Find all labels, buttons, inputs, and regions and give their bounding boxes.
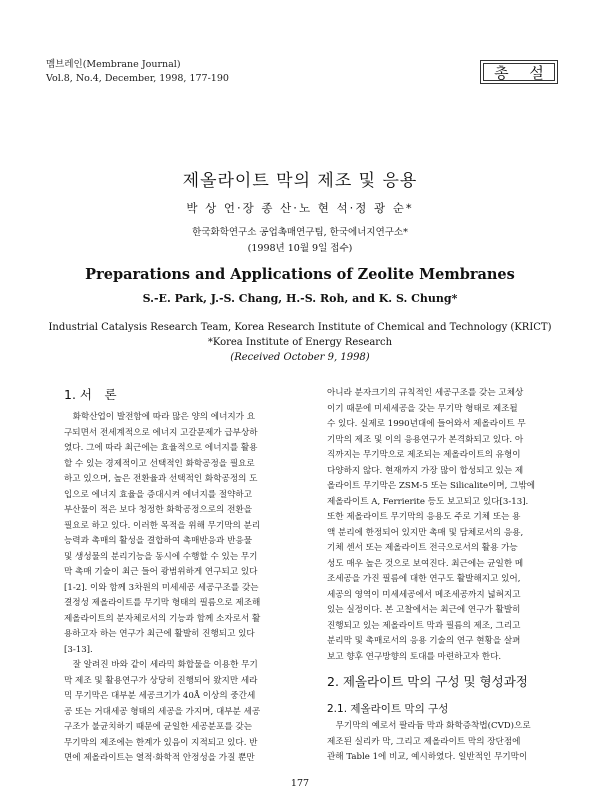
body-line: 화학산업이 발전함에 따라 많은 양의 에너지가 요 [64,412,256,422]
body-line: 제조된 실리카 막, 그리고 제올라이트 막의 장단점에 [327,736,521,747]
body-line: 결정성 제올라이트를 무기막 형태의 필름으로 제조해 [64,598,261,608]
body-line: 공 또는 거대세공 형태의 세공을 가지며, 대부분 세공 [64,706,261,717]
body-line: [1-2]. 이와 함께 3차원의 미세세공 세공구조를 갖는 [64,582,259,593]
body-line: 구조가 불균치하기 때문에 균일한 세공분포를 갖는 [64,722,252,732]
body-line: 능력과 촉매의 활성을 결합하여 촉매반응과 반응물 [64,536,252,546]
body-line: 또한 제올라이트 무기막의 응용도 주로 기체 또는 용 [327,512,521,522]
body-line: 면에 제올라이트는 열적·화학적 안정성을 가질 뿐만 [64,753,255,763]
body-line: 액 분리에 한정되어 있지만 촉매 및 담체로서의 응용, [327,527,524,538]
body-line: 용하고자 하는 연구가 최근에 활발히 진행되고 있다 [64,629,255,639]
received-date-korean: (1998년 10월 9일 접수) [247,243,353,254]
title-korean: 제올라이트 막의 제조 및 응용 [182,171,418,191]
body-line: 였다. 그에 따라 최근에는 효율적으로 에너지를 활용 [64,443,258,453]
body-line: 부산물이 적은 보다 청정한 화학공정으로의 전환을 [64,505,252,515]
authors-korean: 박 상 언·장 종 산·노 현 석·정 광 순* [186,201,414,215]
title-english: Preparations and Applications of Zeolite Membranes [85,266,515,283]
body-line: 막 촉매 기술이 최근 들어 광범위하게 연구되고 있다 [64,567,258,577]
body-line: 이기 때문에 미세세공을 갖는 무기막 형태로 제조될 [327,403,518,414]
body-line: 할 수 있는 경제적이고 선택적인 화학공정을 필요로 [64,458,255,469]
body-line: 진행되고 있는 제올라이트 막과 필름의 제조, 그리고 [327,620,521,631]
affiliation-korean: 한국화학연구소 공업촉매연구팀, 한국에너지연구소* [192,227,408,238]
body-line: 기막의 제조 및 이의 응용연구가 본격화되고 있다. 아 [327,434,524,445]
body-line: 구되면서 전세계적으로 에너지 고갈문제가 급부상하 [64,427,258,438]
body-line: 성도 매우 높은 것으로 보여진다. 최근에는 균일한 메 [327,558,524,569]
body-line: 무기막의 제조에는 한계가 있음이 지적되고 있다. 반 [64,737,258,748]
page-number: 177 [290,778,310,789]
body-line: 있는 실정이다. 본 고찰에서는 최근에 연구가 활발히 [327,605,521,615]
body-line: 분리막 및 촉매로서의 응용 기술의 연구 현황을 살펴 [327,636,521,646]
body-line: 조세공을 가진 필름에 대한 연구도 활발해지고 있어, [327,574,521,584]
affiliation-english-2: *Korea Institute of Energy Research [207,337,393,348]
body-line: 무기막의 예로서 팔라듐 막과 화학증착법(CVD)으로 [327,721,531,731]
body-line: 직까지는 무기막으로 제조되는 제올라이트의 유형이 [327,450,521,460]
section-2-1-text [327,719,577,766]
review-badge: 총 설 [480,60,558,84]
body-line: 믹 무기막은 대부분 세공크기가 40Å 이상의 중간세 [64,691,256,701]
body-line: [3-13]. [64,644,93,655]
body-line: 잘 알려진 바와 같이 세라믹 화합물을 이용한 무기 [64,660,258,670]
body-line: 막 제조 및 활용연구가 상당히 진행되어 왔지만 세라 [64,675,258,686]
body-line: 보고 향후 연구방향의 토대를 마련하고자 한다. [327,651,502,662]
body-line: 세공의 영역이 미세세공에서 메조세공까지 넓혀지고 [327,589,521,600]
body-line: 제올라이트 A, Ferrierite 등도 보고되고 있다[3-13]. [327,496,529,507]
body-line: 수 있다. 실제로 1990년대에 들어와서 제올라이트 무 [327,419,526,429]
body-line: 입으로 에너지 효율을 증대시켜 에너지를 절약하고 [64,489,252,500]
section-1-left-column [64,410,312,767]
body-line: 제올라이트의 분자체로서의 기능과 함께 소자로서 활 [64,613,261,624]
section-1-right-column [327,386,577,665]
body-line: 하고 있으며, 높은 전환율과 선택적인 화학공정의 도 [64,474,258,484]
body-line: 및 생성물의 분리기능을 동시에 수행할 수 있는 무기 [64,551,258,562]
body-line: 다양하지 않다. 현재까지 가장 많이 합성되고 있는 제 [327,465,524,476]
authors-english: S.-E. Park, J.-S. Chang, H.-S. Roh, and K. S. Chung* [142,292,458,305]
body-line: 올라이트 무기막은 ZSM-5 또는 Silicalite이며, 그밖에 [327,481,536,491]
body-line: 필요로 하고 있다. 이러한 목적을 위해 무기막의 분리 [64,520,261,531]
section-1-heading: 1. 서 론 [64,387,117,402]
section-2-1-heading: 2.1. 제올라이트 막의 구성 [327,703,449,715]
journal-info [46,58,229,86]
affiliation-english-1: Industrial Catalysis Research Team, Korea Research Institute of Chemical and Technology (KRICT) [48,322,552,333]
body-line: 기체 센서 또는 제올라이트 전극으로서의 활용 가능 [327,543,518,553]
journal-name: 멤브레인(Membrane Journal) [46,59,181,70]
journal-issue: Vol.8, No.4, December, 1998, 177-190 [46,73,229,84]
body-line: 아니라 분자크기의 규칙적인 세공구조를 갖는 고체상 [327,388,524,398]
body-line: 관해 Table 1에 비교, 예시하였다. 일반적인 무기막이 [327,752,528,762]
received-date-english: (Received October 9, 1998) [230,352,370,363]
section-2-heading: 2. 제올라이트 막의 구성 및 형성과정 [327,674,528,689]
